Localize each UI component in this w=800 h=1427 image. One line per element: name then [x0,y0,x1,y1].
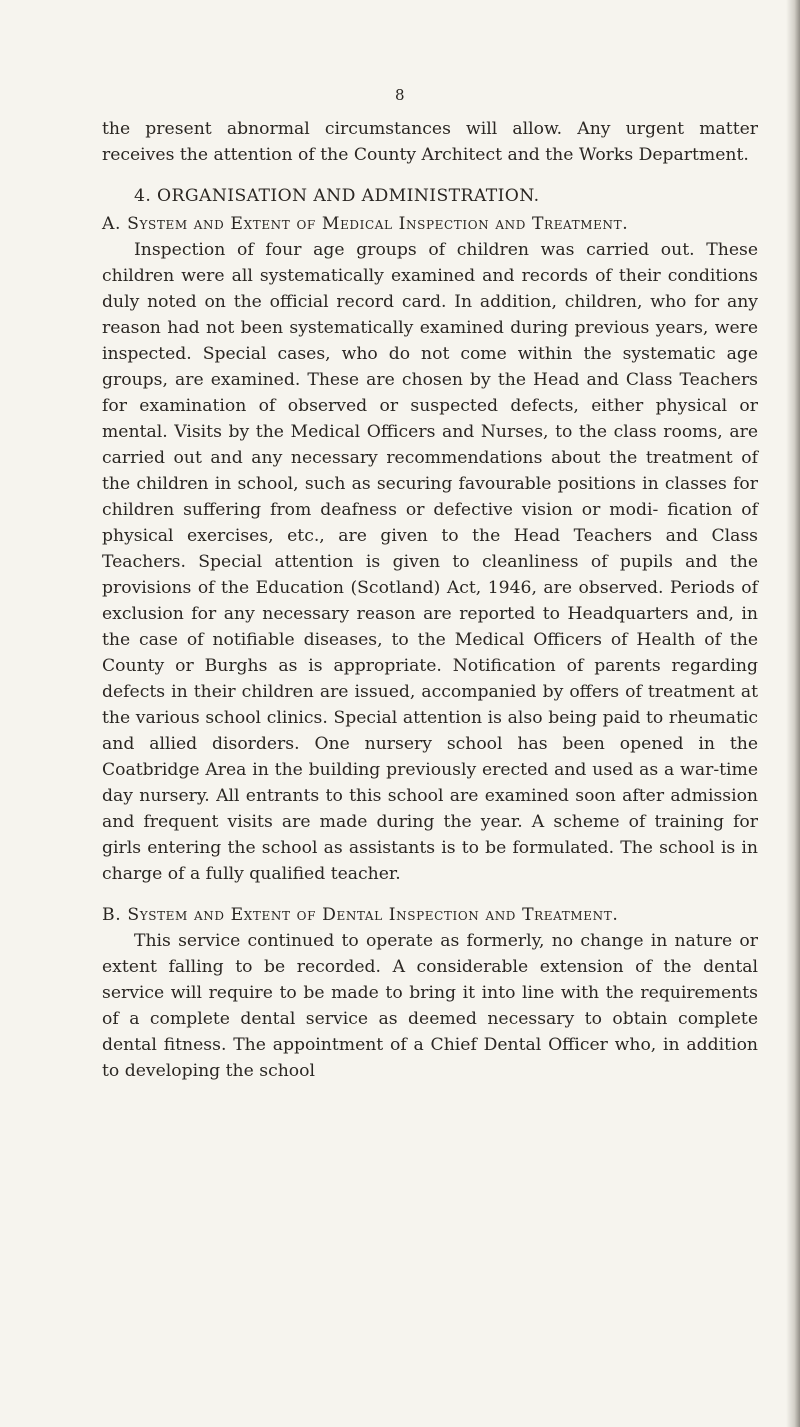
subsection-b-body: This service continued to operate as formerly, no change in nature or extent falling to be recorded. A considerable extension of the dental service will require to be made to bring it into line with the requirements of a complete dental service as deemed necessary to obtain complete dental fitness. The appointment of a Chief Dental Officer who, in addition to developing the school [102,931,758,1081]
document-body [102,116,758,1084]
section-heading: 4. ORGANISATION AND ADMINISTRATION. [134,186,540,206]
subsection-a-body: Inspection of four age groups of children was carried out. These children were all systematically examined and records of their conditions duly noted on the official record card. In addition, children, who for any reason had not been systematically examined during previous years, were inspected. Special cases, who do not come within the systematic age groups, are examined. These are chosen by the Head and Class Teachers for examination of observed or suspected defects, either physical or mental. Visits by the Medical Officers and Nurses, to the class rooms, are carried out and any necessary recommendations about the treatment of the children in school, such as securing favourable positions in classes for children suffering from deafness or defective vision or modi- fication of physical exercises, etc., are given to the Head Teachers and Class Teachers. Special attention is given to cleanliness of pupils and the provisions of the Education (Scotland) Act, 1946, are observed. Periods of exclusion for any necessary reason are reported to Headquarters and, in the case of notifiable diseases, to the Medical Officers of Health of the County or Burghs as is appropriate. Notification of parents regarding defects in their children are issued, accompanied by offers of treatment at the various school clinics. Special attention is also being paid to rheumatic and allied disorders. One nursery school has been opened in the Coatbridge Area in the building previously erected and used as a war-time day nursery. All entrants to this school are examined soon after admission and frequent visits are made during the year. A scheme of training for girls entering the school as assistants is to be formulated. The school is in charge of a fully qualified teacher. [102,240,758,884]
subsection-a-heading: A. System and Extent of Medical Inspection and Treatment. [102,214,629,234]
intro-paragraph: the present abnormal circumstances will allow. Any urgent matter receives the attention of the County Architect and the Works Department. [102,119,758,165]
subsection-b-heading: B. System and Extent of Dental Inspection and Treatment. [102,905,619,925]
page-number: 8 [394,86,406,104]
page-edge-shadow [786,0,800,1427]
